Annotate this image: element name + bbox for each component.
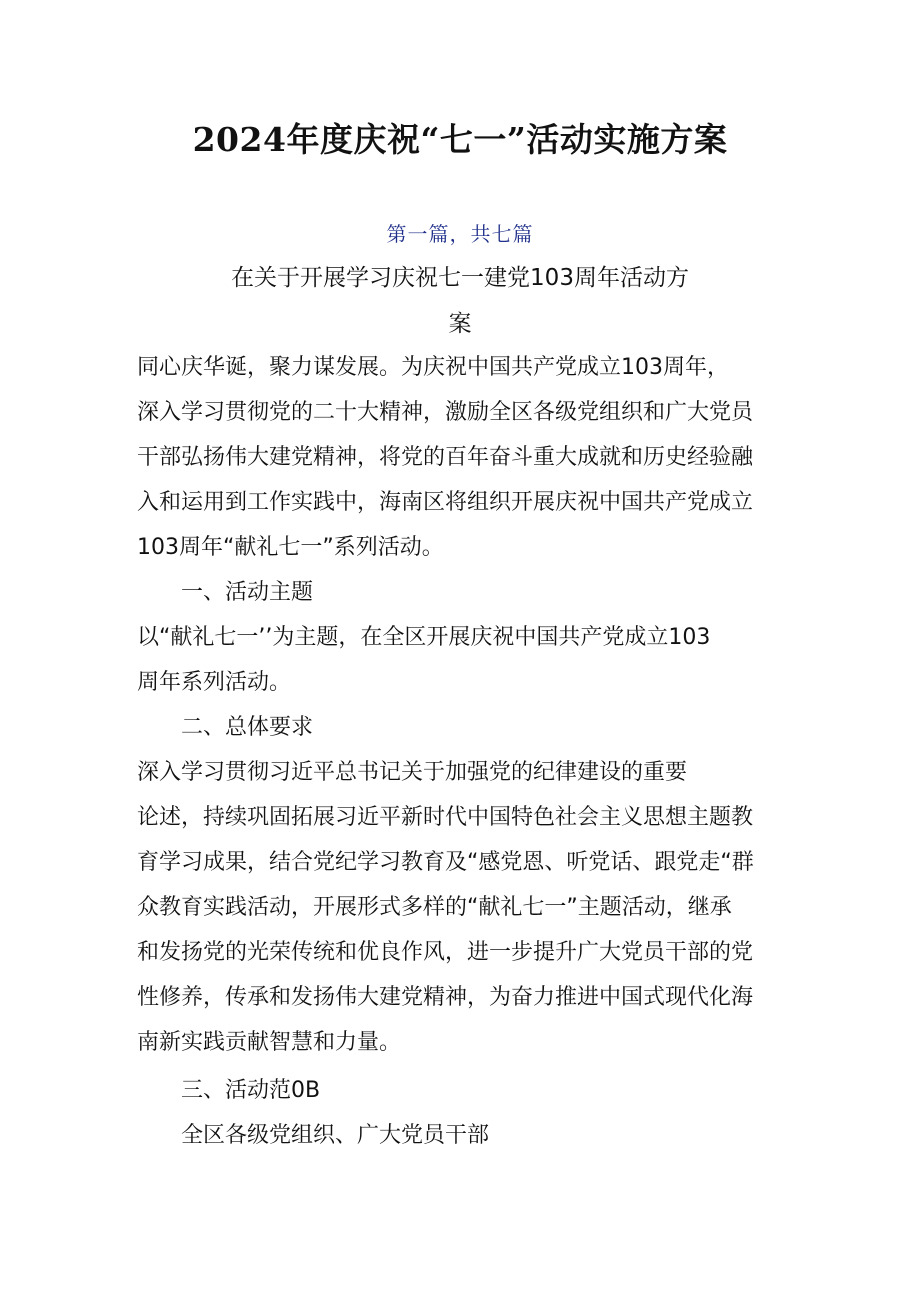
document-title: 2024年度庆祝“七一”活动实施方案 <box>192 120 728 159</box>
section-2-heading: 二、总体要求 <box>181 715 314 740</box>
part-label: 第一篇，共七篇 <box>386 222 534 246</box>
section-2-line-1: 深入学习贯彻习近平总书记关于加强党的纪律建设的重要 <box>137 760 688 785</box>
section-3-body: 全区各级党组织、广大党员干部 <box>181 1123 490 1148</box>
section-1-line-1: 以“献礼七一’’为主题，在全区开展庆祝中国共产党成立103 <box>137 625 711 650</box>
section-2-line-3: 育学习成果，结合党纪学习教育及“感党恩、听党话、跟党走“群 <box>137 850 754 875</box>
section-2-line-6: 性修养，传承和发扬伟大建党精神，为奋力推进中国式现代化海 <box>137 985 754 1010</box>
section-2-line-4: 众教育实践活动，开展形式多样的“献礼七一”主题活动，继承 <box>137 895 732 920</box>
section-1-heading: 一、活动主题 <box>181 580 314 605</box>
section-2-line-2: 论述，持续巩固拓展习近平新时代中国特色社会主义思想主题教 <box>137 805 754 830</box>
intro-line-1: 同心庆华诞，聚力谋发展。为庆祝中国共产党成立103周年， <box>137 355 729 380</box>
section-1-line-2: 周年系列活动。 <box>137 670 292 695</box>
subtitle-line-1: 在关于开展学习庆祝七一建党103周年活动方 <box>231 265 689 291</box>
subtitle-line-2: 案 <box>448 311 472 337</box>
intro-line-4: 入和运用到工作实践中，海南区将组织开展庆祝中国共产党成立 <box>137 490 754 515</box>
section-2-line-5: 和发扬党的光荣传统和优良作风，进一步提升广大党员干部的党 <box>137 940 754 965</box>
section-3-heading: 三、活动范0B <box>181 1078 321 1103</box>
intro-line-3: 干部弘扬伟大建党精神，将党的百年奋斗重大成就和历史经验融 <box>137 445 754 470</box>
intro-line-2: 深入学习贯彻党的二十大精神，激励全区各级党组织和广大党员 <box>137 400 754 425</box>
section-2-line-7: 南新实践贡献智慧和力量。 <box>137 1030 402 1055</box>
intro-line-5: 103周年“献礼七一”系列活动。 <box>137 535 444 560</box>
